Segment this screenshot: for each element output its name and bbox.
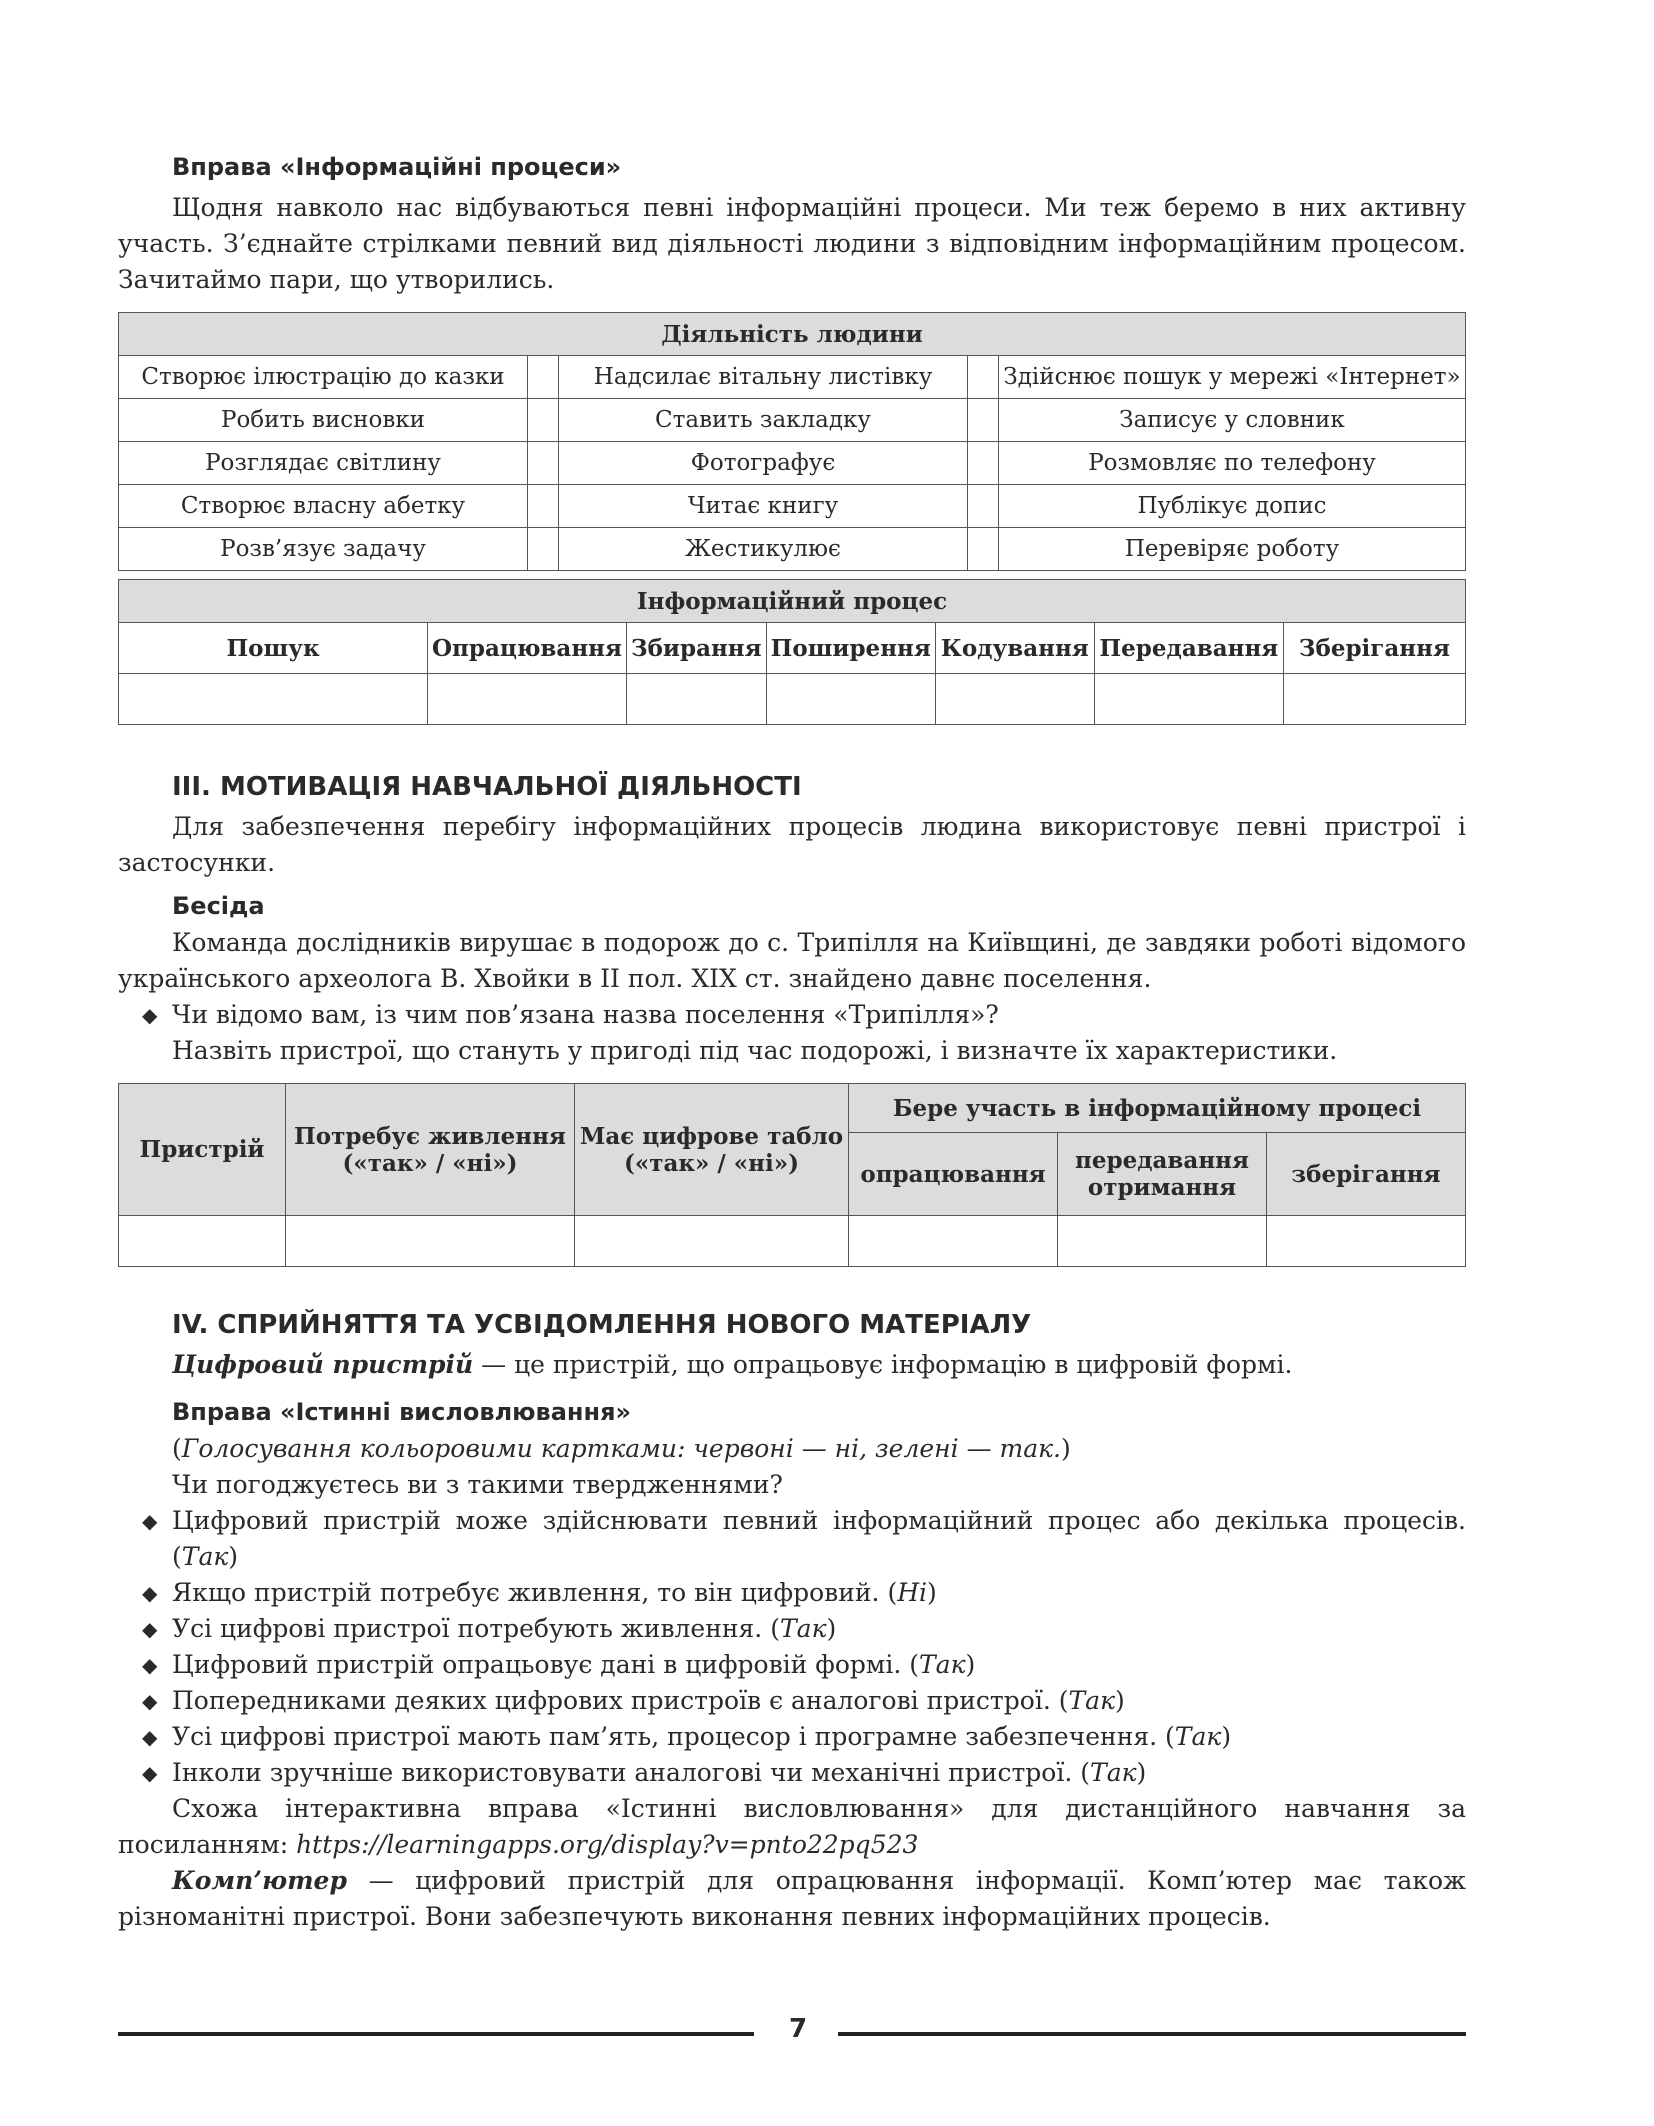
table-row <box>119 674 1466 725</box>
bullet-icon: ◆ <box>142 1581 158 1605</box>
exercise-title: Вправа «Істинні висловлювання» <box>172 1398 631 1426</box>
prompt-text: Чи погоджуєтесь ви з такими твердженнями? <box>172 1470 783 1499</box>
list-item: ◆ Усі цифрові пристрої потребують живлення. (Так) <box>118 1611 1466 1647</box>
bullet-icon: ◆ <box>142 1653 158 1677</box>
bullet-icon: ◆ <box>142 1617 158 1641</box>
list-item: ◆ Чи відомо вам, із чим пов’язана назва поселення «Трипілля»? <box>118 997 1466 1033</box>
table-row: Робить висновки Ставить закладку Записує у словник <box>119 399 1466 442</box>
page-number: 7 <box>788 2014 808 2044</box>
computer-definition: Комп’ютер — цифровий пристрій для опрацювання інформації. Комп’ютер має також різноманітні пристрої. Вони забезпечують виконання певних інформаційних процесів. <box>118 1866 1466 1931</box>
table-row: Розв’язує задачу Жестикулює Перевіряє роботу <box>119 528 1466 571</box>
definition: Цифровий пристрій — це пристрій, що опрацьовує інформацію в цифровій формі. <box>172 1350 1293 1379</box>
bullet-icon: ◆ <box>142 1761 158 1785</box>
exercise-title: Вправа «Інформаційні процеси» <box>172 153 622 181</box>
section-title: ІІІ. МОТИВАЦІЯ НАВЧАЛЬНОЇ ДІЯЛЬНОСТІ <box>172 772 802 802</box>
process-header: Інформаційний процес <box>119 580 1466 623</box>
exercise-link[interactable]: https://learningapps.org/display?v=pnto22pq523 <box>296 1830 919 1859</box>
table-row <box>119 1216 1466 1267</box>
vote-text: (Голосування кольоровими картками: червоні — ні, зелені — так.) <box>172 1434 1071 1463</box>
link-paragraph: Схожа інтерактивна вправа «Істинні висловлювання» для дистанційного навчання за посиланням: https://learningapps.org/display?v=pnto22pq523 <box>118 1794 1466 1859</box>
list-item: ◆ Інколи зручніше використовувати аналогові чи механічні пристрої. (Так) <box>118 1755 1466 1791</box>
activity-table <box>118 312 1466 571</box>
page-content <box>118 150 1466 1935</box>
task-text: Назвіть пристрої, що стануть у пригоді під час подорожі, і визначте їх характеристики. <box>172 1036 1338 1065</box>
footer-rule <box>838 2032 1466 2036</box>
section-text: Для забезпечення перебігу інформаційних процесів людина використовує певні пристрої і застосунки. <box>118 812 1466 877</box>
table-row: Створює власну абетку Читає книгу Публікує допис <box>119 485 1466 528</box>
page-footer <box>118 2014 1466 2048</box>
list-item: ◆ Попередниками деяких цифрових пристроїв є аналогові пристрої. (Так) <box>118 1683 1466 1719</box>
process-table <box>118 579 1466 725</box>
bullet-icon: ◆ <box>142 1003 158 1027</box>
list-item: ◆ Цифровий пристрій може здійснювати певний інформаційний процес або декілька процесів. (Так) <box>118 1503 1466 1575</box>
bullet-icon: ◆ <box>142 1689 158 1713</box>
section-title: IV. СПРИЙНЯТТЯ ТА УСВІДОМЛЕННЯ НОВОГО МАТЕРІАЛУ <box>172 1310 1032 1340</box>
table-row: Розглядає світлину Фотографує Розмовляє по телефону <box>119 442 1466 485</box>
table-row: Створює ілюстрацію до казки Надсилає вітальну листівку Здійснює пошук у мережі «Інтернет» <box>119 356 1466 399</box>
list-item: ◆ Якщо пристрій потребує живлення, то він цифровий. (Ні) <box>118 1575 1466 1611</box>
talk-title: Бесіда <box>172 892 265 920</box>
activity-header: Діяльність людини <box>119 313 1466 356</box>
footer-rule <box>118 2032 754 2036</box>
bullet-icon: ◆ <box>142 1725 158 1749</box>
device-table: Пристрій Потребує живлення («так» / «ні») Має цифрове табло («так» / «ні») Бере участь в інформаційному процесі опрацювання передавання отримання зберігання <box>118 1083 1466 1267</box>
table-row: Пошук Опрацювання Збирання Поширення Кодування Передавання Зберігання <box>119 623 1466 674</box>
list-item: ◆ Усі цифрові пристрої мають пам’ять, процесор і програмне забезпечення. (Так) <box>118 1719 1466 1755</box>
exercise-text: Щодня навколо нас відбуваються певні інформаційні процеси. Ми теж беремо в них активну участь. З’єднайте стрілками певний вид діяльності людини з відповідним інформаційним процесом. Зачитаймо пари, що утворились. <box>118 193 1466 294</box>
talk-text: Команда дослідників вирушає в подорож до с. Трипілля на Київщині, де завдяки роботі відомого українського археолога В. Хвойки в ІІ пол. XIX ст. знайдено давнє поселення. <box>118 928 1466 993</box>
list-item: ◆ Цифровий пристрій опрацьовує дані в цифровій формі. (Так) <box>118 1647 1466 1683</box>
bullet-icon: ◆ <box>142 1509 158 1533</box>
